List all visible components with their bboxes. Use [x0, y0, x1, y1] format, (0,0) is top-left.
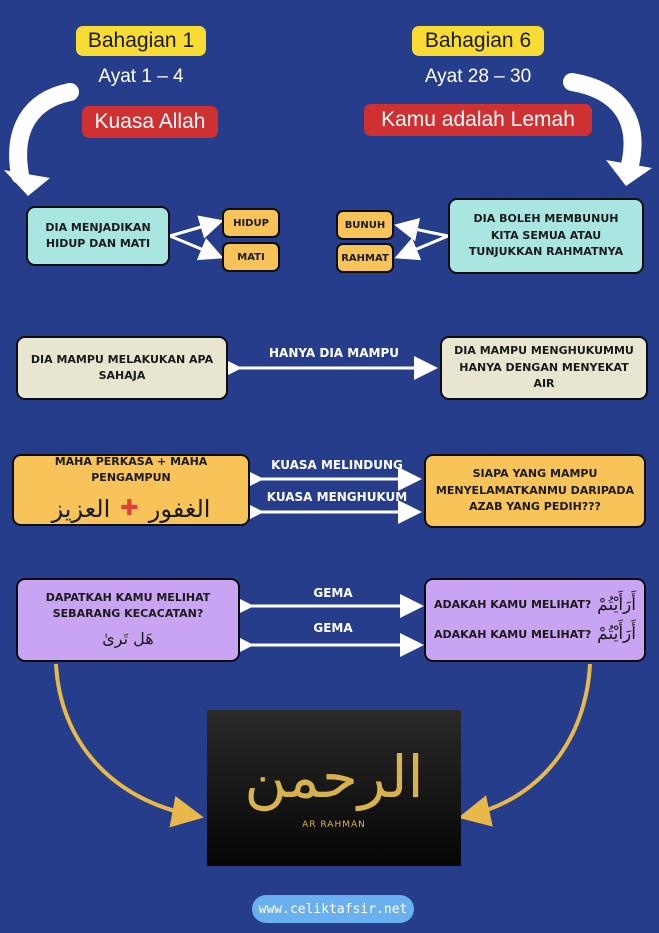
arrow-to-rahmat	[400, 236, 448, 256]
araaytum-arabic-1: أَرَأَيْتُمْ	[597, 594, 636, 615]
rahmat-box: RAHMAT	[336, 243, 394, 273]
gema-label-top: GEMA	[313, 586, 353, 600]
right-section-badge: Bahagian 6	[412, 26, 544, 56]
menyekat-air-box: DIA MAMPU MENGHUKUMMU HANYA DENGAN MENYEKAT AIR	[440, 336, 648, 400]
right-ayat-range: Ayat 28 – 30	[424, 66, 532, 87]
ar-rahman-image	[207, 710, 461, 866]
curved-arrow-left	[4, 92, 70, 196]
mati-box: MATI	[222, 242, 280, 272]
adakah-text-1: ADAKAH KAMU MELIHAT?	[434, 598, 592, 611]
bunuh-rahmat-box: DIA BOLEH MEMBUNUH KITA SEMUA ATAU TUNJUKKAN RAHMATNYA	[448, 198, 644, 274]
kuasa-menghukum-label: KUASA MENGHUKUM	[266, 490, 408, 504]
adakah-row-1	[434, 593, 636, 619]
arrow-to-hidup	[170, 222, 218, 236]
left-ayat-range: Ayat 1 – 4	[98, 66, 184, 87]
gold-arrow-left	[56, 664, 196, 816]
gold-arrow-right	[466, 664, 590, 816]
gema-label-bottom: GEMA	[313, 621, 353, 635]
maha-perkasa-text: MAHA PERKASA + MAHA PENGAMPUN	[54, 454, 208, 484]
al-ghafur-arabic: الغفور	[148, 494, 211, 523]
asma-row	[52, 491, 211, 527]
ar-rahman-calligraphy: الرحمن	[244, 743, 424, 812]
adakah-text-2: ADAKAH KAMU MELIHAT?	[434, 627, 592, 641]
left-theme-badge: Kuasa Allah	[82, 106, 218, 138]
left-section-badge: Bahagian 1	[76, 26, 206, 56]
adakah-melihat-box	[424, 578, 646, 662]
maha-perkasa-box	[12, 454, 250, 526]
mampu-apa-sahaja-box: DIA MAMPU MELAKUKAN APA SAHAJA	[16, 336, 228, 400]
kecacatan-box	[16, 578, 240, 662]
hidup-box: HIDUP	[222, 208, 280, 238]
siapa-mampu-box: SIAPA YANG MAMPU MENYELAMATKANMU DARIPADA AZAB YANG PEDIH???	[424, 454, 646, 528]
right-theme-badge: Kamu adalah Lemah	[364, 104, 592, 136]
araaytum-arabic-2: أَرَأَيْتُمْ	[597, 624, 636, 644]
bunuh-box: BUNUH	[336, 210, 394, 240]
arrow-to-mati	[170, 236, 218, 256]
plus-icon: ✚	[120, 496, 139, 521]
hidup-mati-box: DIA MENJADIKAN HIDUP DAN MATI	[26, 206, 170, 266]
hanya-dia-mampu-label: HANYA DIA MAMPU	[269, 346, 399, 360]
adakah-row-2	[434, 622, 636, 648]
hal-tara-arabic: هَل تَرىٰ	[102, 628, 154, 648]
kecacatan-text: DAPATKAH KAMU MELIHAT SEBARANG KECACATAN?	[45, 590, 211, 620]
al-aziz-arabic: العزيز	[51, 494, 111, 523]
kuasa-melindung-label: KUASA MELINDUNG	[271, 458, 403, 472]
arrow-to-bunuh	[400, 226, 448, 236]
website-link[interactable]: www.celiktafsir.net	[252, 895, 414, 923]
ar-rahman-caption: AR RAHMAN	[302, 819, 366, 830]
